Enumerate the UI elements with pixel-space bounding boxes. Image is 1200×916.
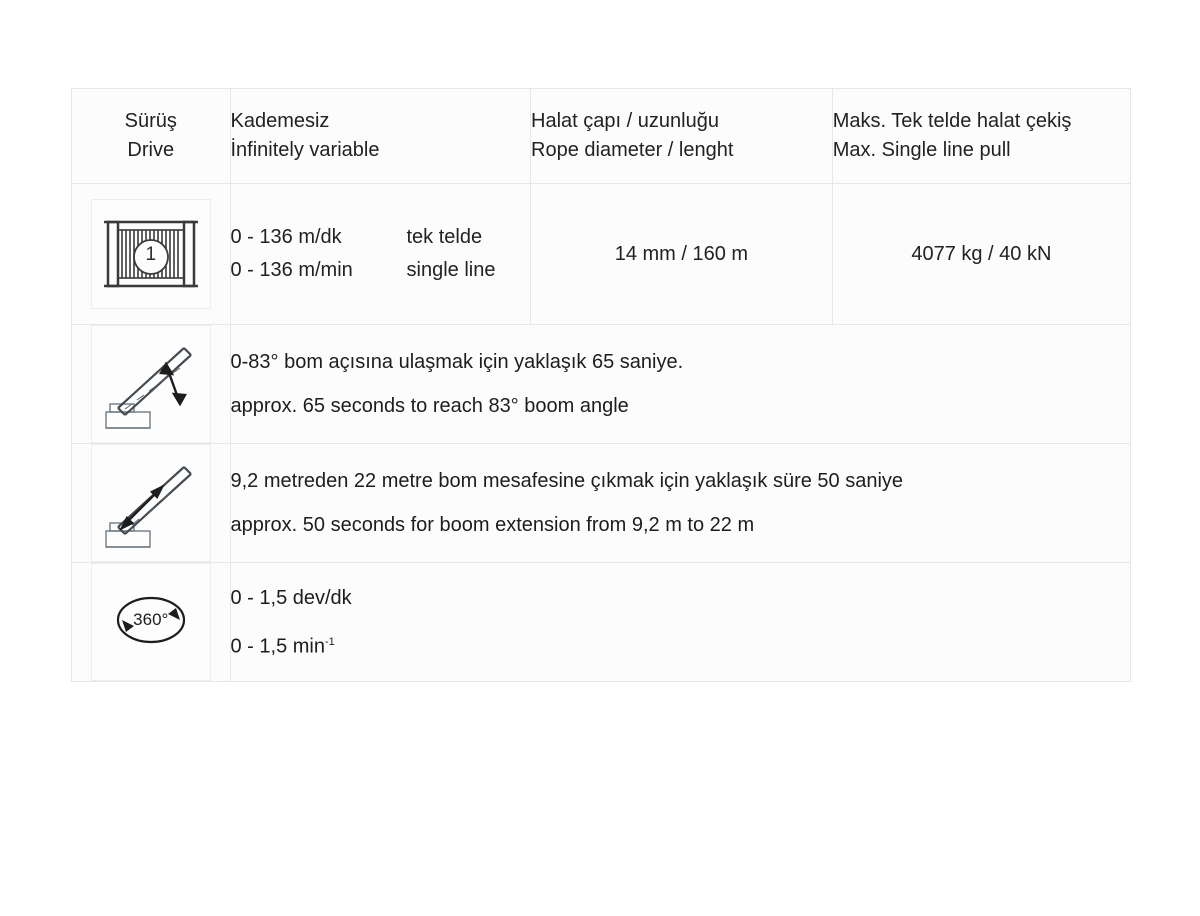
cell-telescoping-text bbox=[230, 444, 1131, 563]
winch-speed-line1 bbox=[231, 221, 531, 254]
winch-drum-label: 1 bbox=[145, 244, 157, 265]
slewing-degrees-label: 360° bbox=[133, 610, 169, 629]
table-row bbox=[72, 563, 1131, 682]
boom-luffing-icon bbox=[91, 325, 211, 443]
cell-slewing-text bbox=[230, 563, 1131, 682]
winch-speed-value-en: 0 - 136 m/min bbox=[230, 259, 353, 281]
table-header-row bbox=[72, 89, 1131, 184]
cell-line-pull: 4077 kg / 40 kN bbox=[832, 184, 1130, 325]
header-drive-line2: Drive bbox=[127, 139, 175, 161]
slewing-text-en-sup: -1 bbox=[324, 635, 335, 648]
cell-luffing-icon bbox=[72, 325, 231, 444]
winch-speed-value-tr: 0 - 136 m/dk bbox=[230, 226, 342, 248]
cell-luffing-text bbox=[230, 325, 1131, 444]
slewing-text-en bbox=[231, 620, 1131, 669]
cell-winch-speed bbox=[230, 184, 531, 325]
winch-speed-note-en: single line bbox=[406, 259, 496, 281]
luffing-text-en: approx. 65 seconds to reach 83° boom angle bbox=[230, 395, 629, 417]
winch-speed-line2 bbox=[231, 254, 531, 287]
header-cell-variable bbox=[230, 89, 531, 184]
table-row bbox=[72, 184, 1131, 325]
header-cell-rope bbox=[531, 89, 833, 184]
luffing-text-tr: 0-83° bom açısına ulaşmak için yaklaşık 65 saniye. bbox=[230, 351, 684, 373]
cell-winch-icon bbox=[72, 184, 231, 325]
winch-drum-icon bbox=[91, 199, 211, 309]
table-row bbox=[72, 325, 1131, 444]
header-pull-line1: Maks. Tek telde halat çekiş bbox=[832, 110, 1072, 132]
cell-slewing-icon bbox=[72, 563, 231, 682]
slewing-text-tr: 0 - 1,5 dev/dk bbox=[230, 586, 352, 609]
telescoping-text-tr: 9,2 metreden 22 metre bom mesafesine çıkmak için yaklaşık süre 50 saniye bbox=[230, 470, 904, 492]
cell-rope-spec: 14 mm / 160 m bbox=[531, 184, 833, 325]
header-cell-pull bbox=[832, 89, 1130, 184]
header-variable-line1: Kademesiz bbox=[230, 110, 330, 132]
header-pull-line2: Max. Single line pull bbox=[832, 139, 1011, 161]
header-variable-line2: İnfinitely variable bbox=[230, 139, 380, 161]
cell-telescoping-icon bbox=[72, 444, 231, 563]
slewing-360-icon bbox=[91, 563, 211, 681]
header-cell-drive bbox=[72, 89, 231, 184]
specifications-table bbox=[71, 88, 1131, 682]
table-row bbox=[72, 444, 1131, 563]
header-rope-line1: Halat çapı / uzunluğu bbox=[531, 110, 719, 132]
telescoping-text-en: approx. 50 seconds for boom extension from 9,2 m to 22 m bbox=[230, 514, 755, 536]
slewing-text-en-main: 0 - 1,5 min bbox=[230, 635, 325, 658]
header-drive-line1: Sürüş bbox=[124, 110, 177, 132]
winch-speed-note-tr: tek telde bbox=[406, 226, 483, 248]
boom-telescoping-icon bbox=[91, 444, 211, 562]
header-rope-line2: Rope diameter / lenght bbox=[531, 139, 734, 161]
